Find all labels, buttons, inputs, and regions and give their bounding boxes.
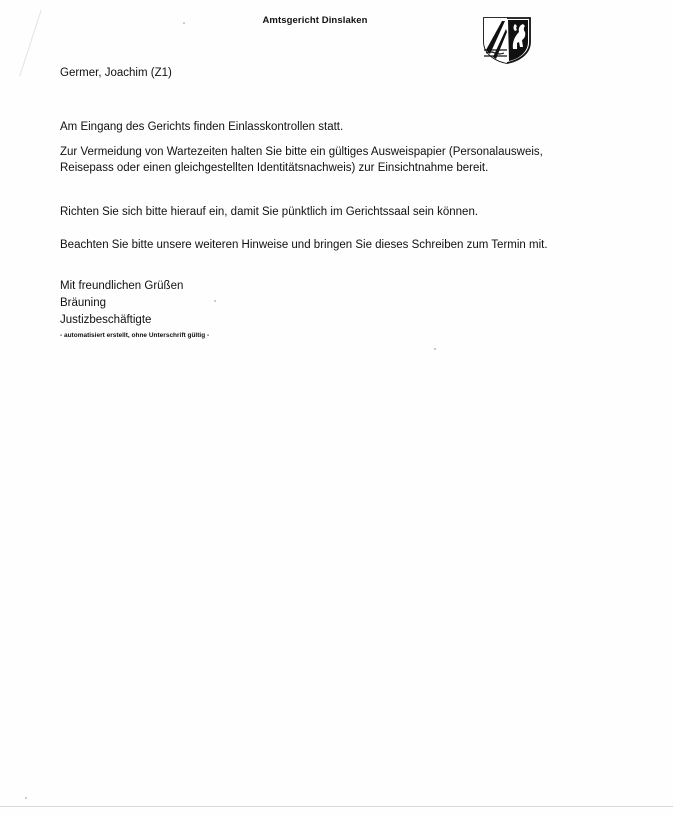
nrw-coat-of-arms-icon <box>482 16 532 64</box>
scan-artifact <box>25 797 27 799</box>
paragraph-entrance: Am Eingang des Gerichts finden Einlasskontrollen statt. <box>60 121 344 133</box>
paragraph-waiting: Zur Vermeidung von Wartezeiten halten Sie bitte ein gültiges Ausweispapier (Personalausweis, Reisepass oder einen gleichgestellten Identitätsnachweis) zur Einsichtnahme bereit. <box>60 146 543 174</box>
closing-greeting: Mit freundlichen Grüßen <box>60 280 184 292</box>
paragraph-notes: Beachten Sie bitte unsere weiteren Hinweise und bringen Sie dieses Schreiben zum Termin mit. <box>60 239 548 251</box>
scan-edge-line <box>0 806 673 807</box>
signer-name: Bräuning <box>60 297 107 309</box>
scan-artifact <box>434 348 436 350</box>
signer-role: Justizbeschäftigte <box>60 314 152 326</box>
scan-artifact <box>214 300 216 302</box>
automation-note: - automatisiert erstellt, ohne Unterschrift gültig - <box>60 332 210 339</box>
paragraph-punctual: Richten Sie sich bitte hierauf ein, damit Sie pünktlich im Gerichtssaal sein können. <box>60 206 479 218</box>
recipient-name: Germer, Joachim (Z1) <box>60 67 172 79</box>
court-name: Amtsgericht Dinslaken <box>262 15 368 26</box>
